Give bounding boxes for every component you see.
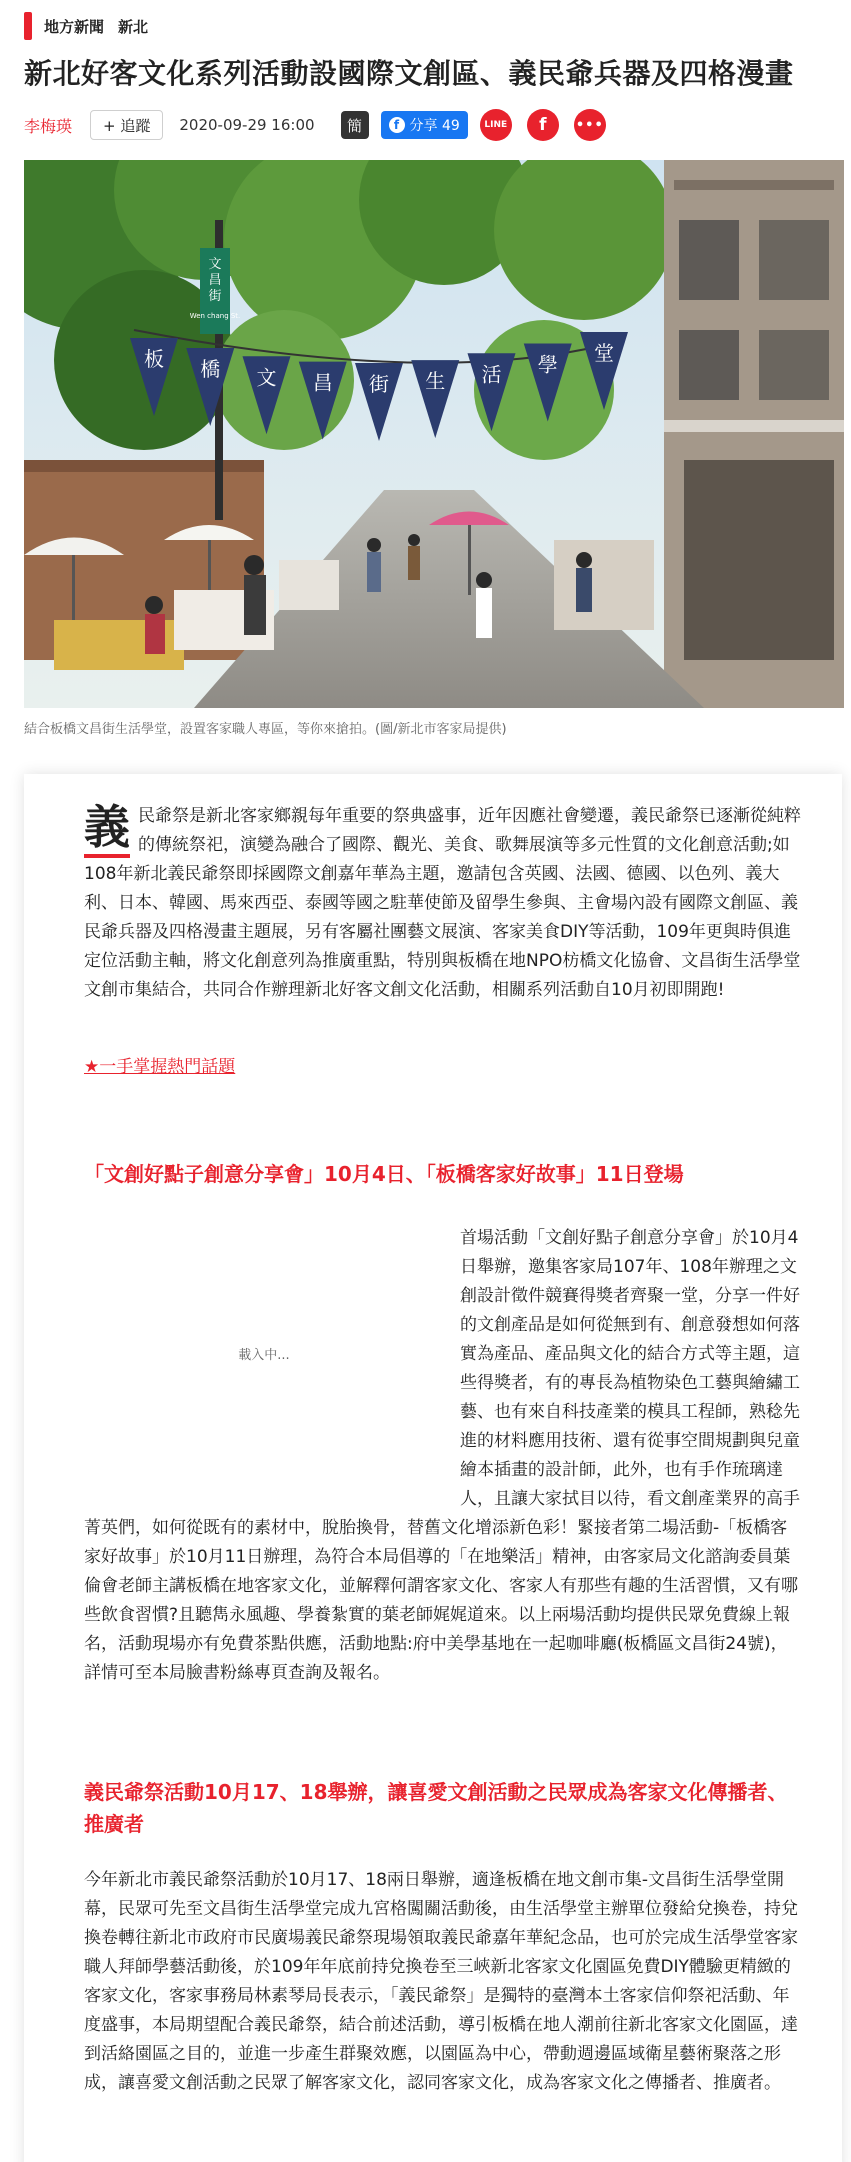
facebook-share-button[interactable] xyxy=(381,111,468,139)
loading-text: 載入中... xyxy=(238,1347,290,1363)
street-sign-char-1: 文 xyxy=(208,257,222,272)
intro-paragraph xyxy=(84,802,804,1005)
follow-button[interactable]: + 追蹤 xyxy=(90,110,163,140)
category-bar xyxy=(24,12,162,40)
facebook-icon: f xyxy=(389,117,405,133)
street-scene-illustration xyxy=(24,160,844,708)
category-new-taipei[interactable]: 新北 xyxy=(118,17,149,36)
street-sign-roman: Wen chang St. xyxy=(189,312,241,320)
facebook-circle-button[interactable]: f xyxy=(527,109,559,141)
banner-char-6: 活 xyxy=(481,362,502,387)
hero-image xyxy=(24,160,844,708)
banner-char-1: 橋 xyxy=(200,356,221,381)
banner-char-8: 堂 xyxy=(594,341,614,365)
category-local-news[interactable]: 地方新聞 xyxy=(44,17,105,36)
publish-datetime: 2020-09-29 16:00 xyxy=(179,116,315,134)
article-title: 新北好客文化系列活動設國際文創區、義民爺兵器及四格漫畫 xyxy=(24,57,794,90)
banner-char-0: 板 xyxy=(144,347,164,371)
line-share-button[interactable]: LINE xyxy=(480,109,512,141)
category-marker xyxy=(24,12,32,40)
author-link[interactable]: 李梅瑛 xyxy=(24,116,73,136)
intro-text: 民爺祭是新北客家鄉親每年重要的祭典盛事，近年因應社會變遷，義民爺祭已逐漸從純粹的傳統祭祀，演變為融合了國際、觀光、美食、歌舞展演等多元性質的文化創意活動;如108年新北義民爺祭即採國際文創嘉年華為主題，邀請包含英國、法國、德國、以色列、義大利、日本、韓國、馬來西亞、泰國等國之駐華使節及留學生參與、主會場內設有國際文創區、義民爺兵器及四格漫畫主題展，另有客屬社團藝文展演、客家美食DIY等活動，109年更與時俱進定位活動主軸，將文化創意列為推廣重點，特別與板橋在地NPO枋橋文化協會、文昌街生活學堂文創市集結合，共同合作辦理新北好客文創文化活動，相關系列活動自10月初即開跑! xyxy=(84,806,801,1000)
article-meta xyxy=(24,108,621,142)
banner-char-4: 街 xyxy=(369,372,389,396)
simplified-chinese-button[interactable]: 簡 xyxy=(341,111,369,139)
hero-caption: 結合板橋文昌街生活學堂，設置客家職人專區，等你來搶拍。(圖/新北市客家局提供) xyxy=(24,722,507,737)
street-sign-char-3: 街 xyxy=(208,289,222,304)
section1-heading: 「文創好點子創意分享會」10月4日、「板橋客家好故事」11日登場 xyxy=(84,1162,684,1186)
street-sign-char-2: 昌 xyxy=(208,273,222,288)
article-body xyxy=(24,774,842,2162)
section1-paragraph xyxy=(84,1224,804,1688)
banner-char-5: 生 xyxy=(425,369,446,394)
section1-text: 首場活動「文創好點子創意分享會」於10月4日舉辦，邀集客家局107年、108年辦理之文創設計徵件競賽得獎者齊聚一堂，分享一件好的文創產品是如何從無到有、創意發想如何落實為產品、產品與文化的結合方式等主題，這些得獎者，有的專長為植物染色工藝與繪繡工藝、也有來自科技產業的模具工程師，熟稔先進的材料應用技術、還有從事空間規劃與兒童繪本插畫的設計師，此外，也有手作琉璃達人，且讓大家拭目以待，看文創產業界的高手菁英們，如何從既有的素材中，脫胎換骨，替舊文化增添新色彩！緊接者第二場活動-「板橋客家好故事」於10月11日辦理，為符合本局倡導的「在地樂活」精神，由客家局文化諮詢委員葉倫會老師主講板橋在地客家文化，並解釋何謂客家文化、客家人有那些有趣的生活習慣，又有哪些飲食習慣?且聽雋永風趣、學養紮實的葉老師娓娓道來。以上兩場活動均提供民眾免費線上報名，活動現場亦有免費茶點供應，活動地點:府中美學基地在一起咖啡廳(板橋區文昌街24號)，詳情可至本局臉書粉絲專頁查詢及報名。 xyxy=(84,1228,800,1683)
embedded-video-placeholder[interactable] xyxy=(84,1224,444,1486)
banner-char-2: 文 xyxy=(256,365,277,390)
banner-char-7: 學 xyxy=(537,352,558,377)
banner-char-3: 昌 xyxy=(312,370,333,395)
drop-cap: 義 xyxy=(84,802,130,858)
section2-text: 今年新北市義民爺祭活動於10月17、18兩日舉辦，適逢板橋在地文創市集-文昌街生活學堂開幕，民眾可先至文昌街生活學堂完成九宮格闖關活動後，由生活學堂主辦單位發給兌換卷，持兌換卷轉往新北市政府市民廣場義民爺祭現場領取義民爺嘉年華紀念品，也可於完成生活學堂客家職人拜師學藝活動後，於109年年底前持兌換卷至三峽新北客家文化園區免費DIY體驗更精緻的客家文化，客家事務局林素琴局長表示，「義民爺祭」是獨特的臺灣本土客家信仰祭祀活動、年度盛事，本局期望配合義民爺祭，結合前述活動，導引板橋在地人潮前往新北客家文化園區，達到活絡園區之目的，並進一步產生群聚效應，以園區為中心，帶動週邊區域衛星藝術聚落之形成，讓喜愛文創活動之民眾了解客家文化，認同客家文化，成為客家文化之傳播者、推廣者。 xyxy=(84,1870,798,2093)
section2-heading: 義民爺祭活動10月17、18舉辦，讓喜愛文創活動之民眾成為客家文化傳播者、推廣者 xyxy=(84,1780,788,1836)
hot-topics-link[interactable]: ★一手掌握熱門話題 xyxy=(84,1057,236,1077)
more-options-button[interactable]: ••• xyxy=(574,109,606,141)
facebook-share-label: 分享 49 xyxy=(409,118,460,134)
section2-paragraph xyxy=(84,1866,804,2098)
